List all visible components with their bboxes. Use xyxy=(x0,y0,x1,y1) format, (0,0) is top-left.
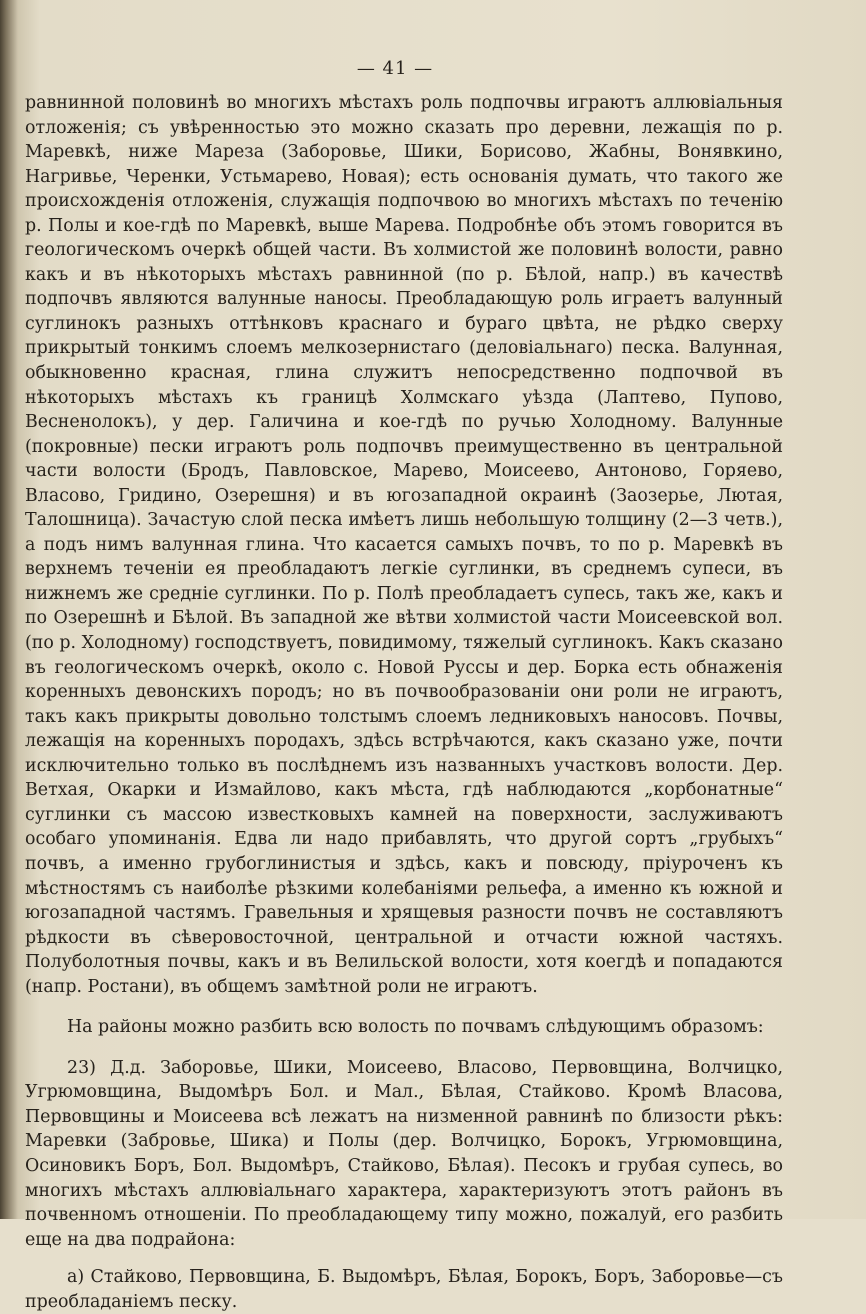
paragraph-region-23: 23) Д.д. Заборовье, Шики, Моисеево, Власово, Первовщина, Волчицко, Угрюмовщина, Выдомѣръ Бол. и Мал., Бѣлая, Стайково. Кромѣ Власова, Первовщины и Моисеева всѣ лежатъ на низменной равнинѣ по близости рѣкъ: Маревки (Забровье, Шика) и Полы (дер. Волчицко, Борокъ, Угрюмовщина, Осиновикъ Боръ, Бол. Выдомѣръ, Стайково, Бѣлая). Песокъ и грубая супесь, во многихъ мѣстахъ аллювіальнаго характера, характеризуютъ этотъ районъ въ почвенномъ отношеніи. По преобладающему типу можно, пожалуй, его разбить еще на два подрайона: xyxy=(25,1057,783,1250)
paragraph-gap xyxy=(25,999,783,1015)
paragraph-soils-description: равнинной половинѣ во многихъ мѣстахъ роль подпочвы играютъ аллювіальныя отложенія; съ увѣренностью это можно сказать про деревни, лежащія по р. Маревкѣ, ниже Мареза (Заборовье, Шики, Борисово, Жабны, Вонявкино, Нагривье, Черенки, Устьмарево, Новая); есть основанія думать, что такого же происхожденія отложенія, служащія подпочвою во многихъ мѣстахъ по теченію р. Полы и кое-гдѣ по Маревкѣ, выше Марева. Подробнѣе объ этомъ говорится въ геологическомъ очеркѣ общей части. Въ холмистой же половинѣ волости, равно какъ и въ нѣкоторыхъ мѣстахъ равнинной (по р. Бѣлой, напр.) въ качествѣ подпочвъ являются валунные наносы. Преобладающую роль играетъ валунный суглинокъ разныхъ оттѣнковъ краснаго и бураго цвѣта, не рѣдко сверху прикрытый тонкимъ слоемъ мелкозернистаго (деловіальнаго) песка. Валунная, обыкновенно красная, глина служитъ непосредственно подпочвой въ нѣкоторыхъ мѣстахъ къ границѣ Холмскаго уѣзда (Лаптево, Пупово, Весненолокъ), у дер. Галичина и кое-гдѣ по ручью Холодному. Валунные (покровные) пески играютъ роль подпочвъ преимущественно въ центральной части волости (Бродъ, Павловское, Марево, Моисеево, Антоново, Горяево, Власово, Гридино, Озерешня) и въ югозападной окраинѣ (Заозерье, Лютая, Талошница). Зачастую слой песка имѣетъ лишь небольшую толщину (2—3 четв.), а подъ нимъ валунная глина. Что касается самыхъ почвъ, то по р. Маревкѣ въ верхнемъ теченіи ея преобладаютъ легкіе суглинки, въ среднемъ супеси, въ нижнемъ же средніе суглинки. По р. Полѣ преобладаетъ супесь, такъ же, какъ и по Озерешнѣ и Бѣлой. Въ западной же вѣтви холмистой части Моисеевской вол. (по р. Холодному) господствуетъ, повидимому, тяжелый суглинокъ. Какъ сказано въ геологическомъ очеркѣ, около с. Новой Руссы и дер. Борка есть обнаженія коренныхъ девонскихъ породъ; но въ почвообразованіи они роли не играютъ, такъ какъ прикрыты довольно толстымъ слоемъ ледниковыхъ наносовъ. Почвы, лежащія на коренныхъ породахъ, здѣсь встрѣчаются, какъ сказано уже, почти исключительно только въ послѣднемъ изъ названныхъ участковъ волости. Дер. Ветхая, Окарки и Измайлово, какъ мѣста, гдѣ наблюдаются „корбонатные“ суглинки съ массою известковыхъ камней на поверхности, заслуживаютъ особаго упоминанія. Едва ли надо прибавлять, что другой сортъ „грубыхъ“ почвъ, а именно грубоглинистыя и здѣсь, какъ и повсюду, пріуроченъ къ мѣстностямъ съ наиболѣе рѣзкими колебаніями рельефа, а именно къ южной и югозападной частямъ. Гравельныя и хрящевыя разности почвъ не составляютъ рѣдкости въ сѣверовосточной, центральной и отчасти южной частяхъ. Полуболотныя почвы, какъ и въ Велильской волости, хотя коегдѣ и попадаются (напр. Ростани), въ общемъ замѣтной роли не играютъ. xyxy=(25,93,783,997)
page-number: — 41 — xyxy=(356,58,434,79)
paragraph-subregion-a: а) Стайково, Первовщина, Б. Выдомѣръ, Бѣлая, Борокъ, Боръ, Заборовье—съ преобладаніемъ песку. xyxy=(25,1267,783,1312)
paragraph-regions-intro: На районы можно разбить всю волость по почвамъ слѣдующимъ образомъ: xyxy=(67,1017,764,1038)
paragraph-gap xyxy=(25,1040,783,1056)
paragraph-gap xyxy=(25,1252,783,1265)
body-text xyxy=(25,91,783,1314)
